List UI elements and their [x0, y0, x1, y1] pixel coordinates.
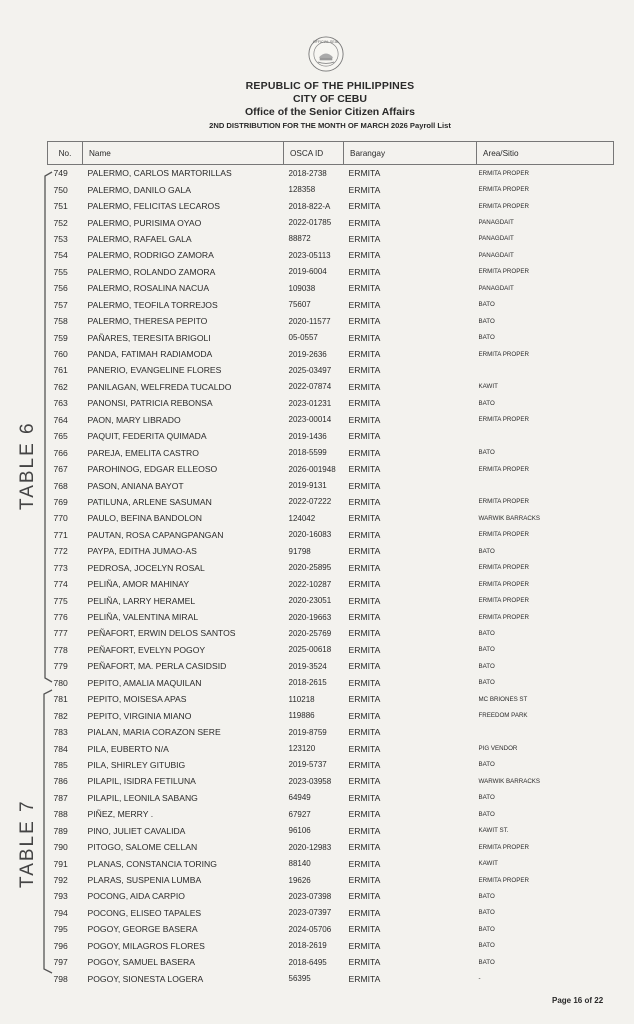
area-sitio: BATO — [478, 399, 495, 407]
osca-id: 2019-2636 — [288, 349, 327, 359]
beneficiary-name: POCONG, ELISEO TAPALES — [87, 907, 202, 918]
osca-id: 19626 — [288, 875, 311, 885]
barangay: ERMITA — [348, 743, 381, 754]
barangay: ERMITA — [348, 250, 381, 261]
area-sitio: ERMITA PROPER — [478, 843, 529, 851]
row-number: 792 — [53, 875, 68, 886]
barangay: ERMITA — [348, 414, 381, 425]
osca-id: 2023-00014 — [288, 415, 332, 425]
barangay: ERMITA — [348, 184, 381, 195]
beneficiary-name: PEÑAFORT, EVELYN POGOY — [87, 644, 206, 655]
area-sitio: BATO — [478, 942, 495, 950]
beneficiary-name: PIALAN, MARIA CORAZON SERE — [87, 727, 221, 738]
osca-id: 2018-2619 — [288, 941, 327, 951]
row-number: 784 — [53, 743, 68, 754]
beneficiary-name: PEÑAFORT, ERWIN DELOS SANTOS — [87, 628, 236, 639]
beneficiary-name: PIÑEZ, MERRY . — [87, 809, 154, 820]
beneficiary-name: PANDA, FATIMAH RADIAMODA — [87, 349, 213, 360]
row-number: 750 — [53, 184, 68, 195]
beneficiary-name: PAREJA, EMELITA CASTRO — [87, 447, 199, 458]
area-sitio: KAWIT — [478, 383, 498, 391]
row-number: 782 — [53, 710, 68, 721]
osca-id: 110218 — [288, 694, 315, 704]
beneficiary-name: PEPITO, AMALIA MAQUILAN — [87, 677, 202, 688]
beneficiary-name: PALERMO, ROLANDO ZAMORA — [87, 266, 216, 277]
osca-id: 56395 — [288, 974, 311, 984]
barangay: ERMITA — [348, 201, 381, 212]
row-number: 786 — [53, 776, 68, 787]
beneficiary-name: PAON, MARY LIBRADO — [87, 414, 181, 425]
beneficiary-name: PALERMO, RAFAEL GALA — [87, 233, 192, 244]
area-sitio: ERMITA PROPER — [478, 531, 529, 539]
barangay: ERMITA — [348, 612, 381, 623]
barangay: ERMITA — [348, 332, 381, 343]
beneficiary-name: POGOY, SIONESTA LOGERA — [87, 973, 204, 984]
row-number: 769 — [53, 496, 68, 507]
osca-id: 2018-2738 — [288, 168, 327, 178]
barangay: ERMITA — [348, 168, 381, 179]
osca-id: 88872 — [288, 234, 311, 244]
beneficiary-name: PAYPA, EDITHA JUMAO-AS — [87, 546, 197, 557]
barangay: ERMITA — [348, 529, 381, 540]
area-sitio: BATO — [478, 761, 495, 769]
barangay: ERMITA — [348, 809, 381, 820]
beneficiary-name: PALERMO, PURISIMA OYAO — [87, 217, 202, 228]
area-sitio: BATO — [478, 909, 495, 917]
barangay: ERMITA — [348, 316, 381, 327]
osca-id: 64949 — [288, 793, 311, 803]
osca-id: 2024-05706 — [288, 924, 332, 934]
barangay: ERMITA — [348, 973, 381, 984]
barangay: ERMITA — [348, 792, 381, 803]
row-number: 789 — [53, 825, 68, 836]
area-sitio: FREEDOM PARK — [478, 712, 528, 720]
barangay: ERMITA — [348, 266, 381, 277]
area-sitio: BATO — [478, 334, 495, 342]
area-sitio: ERMITA PROPER — [478, 186, 529, 194]
beneficiary-name: PLARAS, SUSPENIA LUMBA — [87, 875, 202, 886]
row-number: 756 — [53, 283, 68, 294]
row-number: 771 — [53, 529, 68, 540]
osca-id: 2018-6495 — [288, 957, 327, 967]
row-number: 796 — [53, 940, 68, 951]
barangay: ERMITA — [348, 464, 381, 475]
area-sitio: ERMITA PROPER — [478, 498, 529, 506]
barangay: ERMITA — [348, 694, 381, 705]
beneficiary-name: POGOY, SAMUEL BASERA — [87, 957, 195, 968]
row-number: 790 — [53, 842, 68, 853]
row-number: 777 — [53, 628, 68, 639]
barangay: ERMITA — [348, 891, 381, 902]
osca-id: 123120 — [288, 744, 316, 754]
osca-id: 2018-822-A — [288, 201, 331, 211]
osca-id: 75607 — [288, 300, 311, 310]
area-sitio: BATO — [478, 547, 495, 555]
row-number: 781 — [53, 694, 68, 705]
row-number: 751 — [53, 201, 68, 212]
barangay: ERMITA — [348, 776, 381, 787]
area-sitio: - — [478, 975, 481, 983]
area-sitio: PANAGDAIT — [478, 235, 514, 243]
row-number: 785 — [53, 759, 68, 770]
row-number: 760 — [53, 349, 68, 360]
beneficiary-name: PALERMO, RODRIGO ZAMORA — [87, 250, 214, 261]
row-number: 794 — [53, 907, 68, 918]
osca-id: 2023-05113 — [288, 250, 331, 260]
osca-id: 2019-1436 — [288, 431, 327, 441]
barangay: ERMITA — [348, 546, 381, 557]
row-number: 768 — [53, 480, 68, 491]
area-sitio: BATO — [478, 925, 495, 933]
area-sitio: MC BRIONES ST — [478, 695, 528, 703]
osca-id: 05-0557 — [288, 333, 318, 343]
row-number: 753 — [53, 233, 68, 244]
barangay: ERMITA — [348, 957, 381, 968]
osca-id: 124042 — [288, 513, 316, 523]
osca-id: 96106 — [288, 826, 311, 836]
beneficiary-name: PAUTAN, ROSA CAPANGPANGAN — [87, 529, 224, 540]
area-sitio: PANAGDAIT — [478, 219, 514, 227]
barangay: ERMITA — [348, 727, 381, 738]
osca-id: 2025-03497 — [288, 365, 332, 375]
osca-id: 2022-01785 — [288, 218, 332, 228]
row-number: 787 — [53, 792, 68, 803]
row-number: 754 — [53, 250, 68, 261]
row-number: 772 — [53, 546, 68, 557]
beneficiary-name: PALERMO, TEOFILA TORREJOS — [87, 299, 218, 310]
area-sitio: PANAGDAIT — [478, 284, 514, 292]
row-number: 797 — [53, 957, 68, 968]
area-sitio: ERMITA PROPER — [478, 564, 529, 572]
osca-id: 119886 — [288, 711, 315, 721]
barangay: ERMITA — [348, 562, 381, 573]
row-number: 776 — [53, 612, 68, 623]
row-number: 791 — [53, 858, 68, 869]
osca-id: 2020-19663 — [288, 612, 332, 622]
row-number: 773 — [53, 562, 68, 573]
osca-id: 2020-25895 — [288, 563, 332, 573]
beneficiary-name: PITOGO, SALOME CELLAN — [87, 842, 198, 853]
area-sitio: ERMITA PROPER — [478, 350, 529, 358]
beneficiary-name: PEPITO, VIRGINIA MIANO — [87, 710, 192, 721]
beneficiary-name: PELIÑA, AMOR MAHINAY — [87, 579, 190, 590]
area-sitio: KAWIT ST. — [478, 827, 509, 835]
area-sitio: KAWIT — [478, 860, 498, 868]
document-subtitle: 2ND DISTRIBUTION FOR THE MONTH OF MARCH 2026 Payroll List — [209, 121, 451, 130]
area-sitio: ERMITA PROPER — [478, 416, 529, 424]
page-number: Page 16 of 22 — [552, 996, 604, 1005]
beneficiary-name: PEÑAFORT, MA. PERLA CASIDSID — [87, 661, 227, 672]
republic-heading: REPUBLIC OF THE PHILIPPINES — [245, 80, 415, 92]
osca-id: 2019-8759 — [288, 727, 327, 737]
osca-id: 2019-6004 — [288, 267, 327, 277]
row-number: 767 — [53, 464, 68, 475]
osca-id: 2023-01231 — [288, 398, 332, 408]
beneficiary-name: PEPITO, MOISESA APAS — [87, 694, 187, 705]
osca-id: 2022-07222 — [288, 497, 332, 507]
area-sitio: BATO — [478, 301, 495, 309]
beneficiary-name: POCONG, AIDA CARPIO — [87, 891, 185, 902]
barangay: ERMITA — [348, 628, 381, 639]
barangay: ERMITA — [348, 940, 381, 951]
beneficiary-name: PILA, SHIRLEY GITUBIG — [87, 759, 186, 770]
osca-id: 2025-00618 — [288, 645, 332, 655]
beneficiary-name: PILAPIL, LEONILA SABANG — [87, 792, 198, 803]
area-sitio: BATO — [478, 449, 495, 457]
column-header-osca-id: OSCA ID — [284, 142, 344, 165]
osca-id: 91798 — [288, 546, 311, 556]
area-sitio: BATO — [478, 679, 495, 687]
area-sitio: ERMITA PROPER — [478, 268, 529, 276]
area-sitio: BATO — [478, 794, 495, 802]
row-number: 759 — [53, 332, 68, 343]
barangay: ERMITA — [348, 381, 381, 392]
row-number: 763 — [53, 398, 68, 409]
beneficiary-name: PILAPIL, ISIDRA FETILUNA — [87, 776, 196, 787]
row-number: 793 — [53, 891, 68, 902]
osca-id: 2019-3524 — [288, 661, 327, 671]
osca-id: 2020-25769 — [288, 628, 332, 638]
row-number: 770 — [53, 513, 68, 524]
barangay: ERMITA — [348, 710, 381, 721]
barangay: ERMITA — [348, 496, 381, 507]
row-number: 758 — [53, 316, 68, 327]
row-number: 795 — [53, 924, 68, 935]
column-header-area-sitio: Area/Sitio — [477, 142, 614, 165]
row-number: 749 — [53, 168, 68, 179]
osca-id: 2018-2615 — [288, 678, 327, 688]
area-sitio: ERMITA PROPER — [478, 169, 529, 177]
row-number: 783 — [53, 727, 68, 738]
barangay: ERMITA — [348, 431, 381, 442]
area-sitio: BATO — [478, 662, 495, 670]
barangay: ERMITA — [348, 579, 381, 590]
barangay: ERMITA — [348, 677, 381, 688]
area-sitio: PIG VENDOR — [478, 745, 518, 753]
osca-id: 2023-07397 — [288, 908, 332, 918]
beneficiary-name: PANONSI, PATRICIA REBONSA — [87, 398, 213, 409]
barangay: ERMITA — [348, 661, 381, 672]
table-6-label: TABLE 6 — [17, 421, 38, 510]
row-number: 765 — [53, 431, 68, 442]
city-heading: CITY OF CEBU — [293, 93, 367, 105]
osca-id: 2019-9131 — [288, 481, 327, 491]
osca-id: 88140 — [288, 859, 311, 869]
beneficiary-name: PASON, ANIANA BAYOT — [87, 480, 184, 491]
osca-id: 2022-10287 — [288, 579, 332, 589]
barangay: ERMITA — [348, 398, 381, 409]
barangay: ERMITA — [348, 759, 381, 770]
osca-id: 2018-5599 — [288, 448, 327, 458]
osca-id: 2023-03958 — [288, 776, 332, 786]
barangay: ERMITA — [348, 858, 381, 869]
row-number: 752 — [53, 217, 68, 228]
barangay: ERMITA — [348, 447, 381, 458]
row-number: 757 — [53, 299, 68, 310]
beneficiary-name: PLANAS, CONSTANCIA TORING — [87, 858, 217, 869]
osca-id: 2020-16083 — [288, 530, 332, 540]
area-sitio: BATO — [478, 892, 495, 900]
area-sitio: ERMITA PROPER — [478, 876, 529, 884]
row-number: 798 — [53, 973, 68, 984]
area-sitio: BATO — [478, 629, 495, 637]
beneficiary-name: PAULO, BEFINA BANDOLON — [87, 513, 202, 524]
osca-id: 2026-001948 — [288, 464, 336, 474]
osca-id: 128358 — [288, 185, 316, 195]
osca-id: 2020-12983 — [288, 842, 332, 852]
osca-id: 2019-5737 — [288, 760, 327, 770]
osca-id: 2020-11577 — [288, 316, 331, 326]
row-number: 775 — [53, 595, 68, 606]
osca-id: 2020-23051 — [288, 596, 332, 606]
seal-text: OFFICIAL SEAL — [312, 39, 340, 44]
barangay: ERMITA — [348, 299, 381, 310]
osca-id: 2022-07874 — [288, 382, 332, 392]
area-sitio: ERMITA PROPER — [478, 613, 529, 621]
barangay: ERMITA — [348, 365, 381, 376]
row-number: 788 — [53, 809, 68, 820]
beneficiary-name: PANILAGAN, WELFREDA TUCALDO — [87, 381, 232, 392]
row-number: 778 — [53, 644, 68, 655]
barangay: ERMITA — [348, 233, 381, 244]
table-6-bracket — [45, 172, 52, 682]
osca-id: 67927 — [288, 809, 311, 819]
area-sitio: BATO — [478, 810, 495, 818]
row-number: 761 — [53, 365, 68, 376]
beneficiary-name: PEDROSA, JOCELYN ROSAL — [87, 562, 205, 573]
beneficiary-name: PELIÑA, VALENTINA MIRAL — [87, 612, 199, 623]
area-sitio: BATO — [478, 646, 495, 654]
table-7-label: TABLE 7 — [17, 799, 38, 888]
area-sitio: BATO — [478, 958, 495, 966]
row-number: 774 — [53, 579, 68, 590]
row-number: 764 — [53, 414, 68, 425]
area-sitio: ERMITA PROPER — [478, 597, 529, 605]
beneficiary-name: PATILUNA, ARLENE SASUMAN — [87, 496, 212, 507]
column-header-no: No. — [48, 142, 83, 165]
beneficiary-name: PAÑARES, TERESITA BRIGOLI — [87, 332, 211, 343]
barangay: ERMITA — [348, 842, 381, 853]
beneficiary-name: POGOY, MILAGROS FLORES — [87, 940, 205, 951]
column-header-name: Name — [83, 142, 284, 165]
barangay: ERMITA — [348, 644, 381, 655]
barangay: ERMITA — [348, 924, 381, 935]
office-heading: Office of the Senior Citizen Affairs — [245, 106, 415, 118]
beneficiary-name: PALERMO, ROSALINA NACUA — [87, 283, 210, 294]
beneficiary-name: PILA, EUBERTO N/A — [87, 743, 169, 754]
beneficiary-name: PALERMO, DANILO GALA — [87, 184, 191, 195]
osca-id: 109038 — [288, 283, 316, 293]
row-number: 766 — [53, 447, 68, 458]
area-sitio: ERMITA PROPER — [478, 580, 529, 588]
table-7-bracket — [44, 690, 52, 973]
beneficiary-name: POGOY, GEORGE BASERA — [87, 924, 198, 935]
barangay: ERMITA — [348, 217, 381, 228]
beneficiary-name: PAROHINOG, EDGAR ELLEOSO — [87, 464, 218, 475]
beneficiary-name: PALERMO, FELICITAS LECAROS — [87, 201, 220, 212]
barangay: ERMITA — [348, 825, 381, 836]
column-header-barangay: Barangay — [344, 142, 477, 165]
area-sitio: ERMITA PROPER — [478, 465, 529, 473]
beneficiary-name: PALERMO, THERESA PEPITO — [87, 316, 208, 327]
barangay: ERMITA — [348, 907, 381, 918]
row-number: 779 — [53, 661, 68, 672]
barangay: ERMITA — [348, 595, 381, 606]
beneficiary-name: PAQUIT, FEDERITA QUIMADA — [87, 431, 207, 442]
barangay: ERMITA — [348, 513, 381, 524]
barangay: ERMITA — [348, 480, 381, 491]
beneficiary-name: PELIÑA, LARRY HERAMEL — [87, 595, 196, 606]
area-sitio: BATO — [478, 317, 495, 325]
barangay: ERMITA — [348, 283, 381, 294]
barangay: ERMITA — [348, 875, 381, 886]
area-sitio: WARWIK BARRACKS — [478, 514, 541, 522]
area-sitio: ERMITA PROPER — [478, 202, 529, 210]
beneficiary-name: PINO, JULIET CAVALIDA — [87, 825, 186, 836]
barangay: ERMITA — [348, 349, 381, 360]
beneficiary-name: PALERMO, CARLOS MARTORILLAS — [87, 168, 232, 179]
area-sitio: PANAGDAIT — [478, 251, 514, 259]
beneficiary-name: PANERIO, EVANGELINE FLORES — [87, 365, 222, 376]
row-number: 780 — [53, 677, 68, 688]
osca-id: 2023-07398 — [288, 891, 332, 901]
area-sitio: WARWIK BARRACKS — [478, 777, 541, 785]
row-number: 755 — [53, 266, 68, 277]
row-number: 762 — [53, 381, 68, 392]
